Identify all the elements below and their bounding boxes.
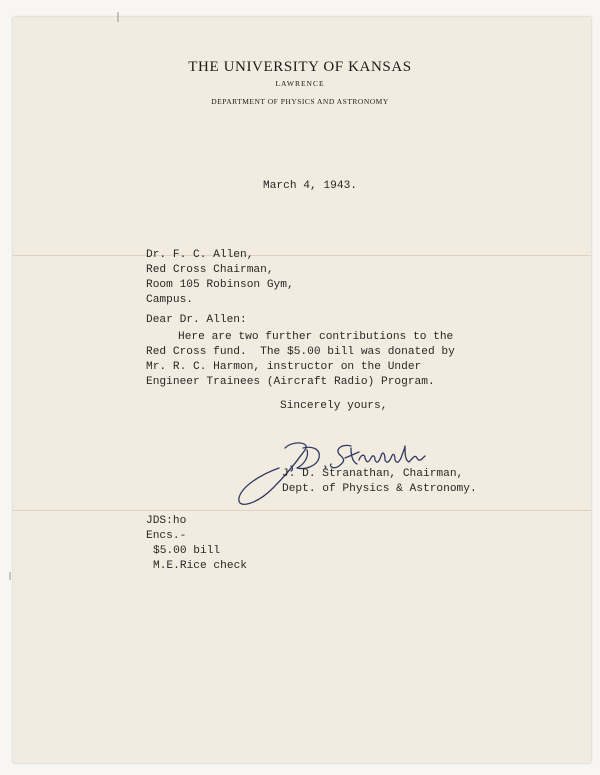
letter-sheet (13, 17, 591, 763)
letter-date: March 4, 1943. (263, 180, 357, 192)
recipient-title: Red Cross Chairman, (146, 264, 274, 276)
body-line-1: Here are two further contributions to the (178, 331, 454, 343)
edge-mark-top (117, 12, 119, 22)
recipient-location: Campus. (146, 294, 193, 306)
body-line-4: Engineer Trainees (Aircraft Radio) Program. (146, 376, 435, 388)
body-line-3: Mr. R. C. Harmon, instructor on the Under (146, 361, 422, 373)
letterhead-city: LAWRENCE (275, 79, 325, 88)
enclosure-item-2: M.E.Rice check (153, 560, 247, 572)
edge-mark-left (9, 572, 11, 580)
enclosure-item-1: $5.00 bill (153, 545, 221, 557)
fold-line-upper (13, 255, 591, 256)
body-line-2: Red Cross fund. The $5.00 bill was donated by (146, 346, 455, 358)
recipient-address: Room 105 Robinson Gym, (146, 279, 294, 291)
letterhead-university: THE UNIVERSITY OF KANSAS (188, 59, 412, 75)
signer-title: Dept. of Physics & Astronomy. (282, 483, 477, 495)
letterhead-department: DEPARTMENT OF PHYSICS AND ASTRONOMY (211, 97, 389, 106)
reference-initials: JDS:ho (146, 515, 187, 527)
recipient-name: Dr. F. C. Allen, (146, 249, 254, 261)
closing: Sincerely yours, (280, 400, 388, 412)
enclosures-label: Encs.- (146, 530, 187, 542)
signer-name: J. D. Stranathan, Chairman, (282, 468, 464, 480)
salutation: Dear Dr. Allen: (146, 314, 247, 326)
